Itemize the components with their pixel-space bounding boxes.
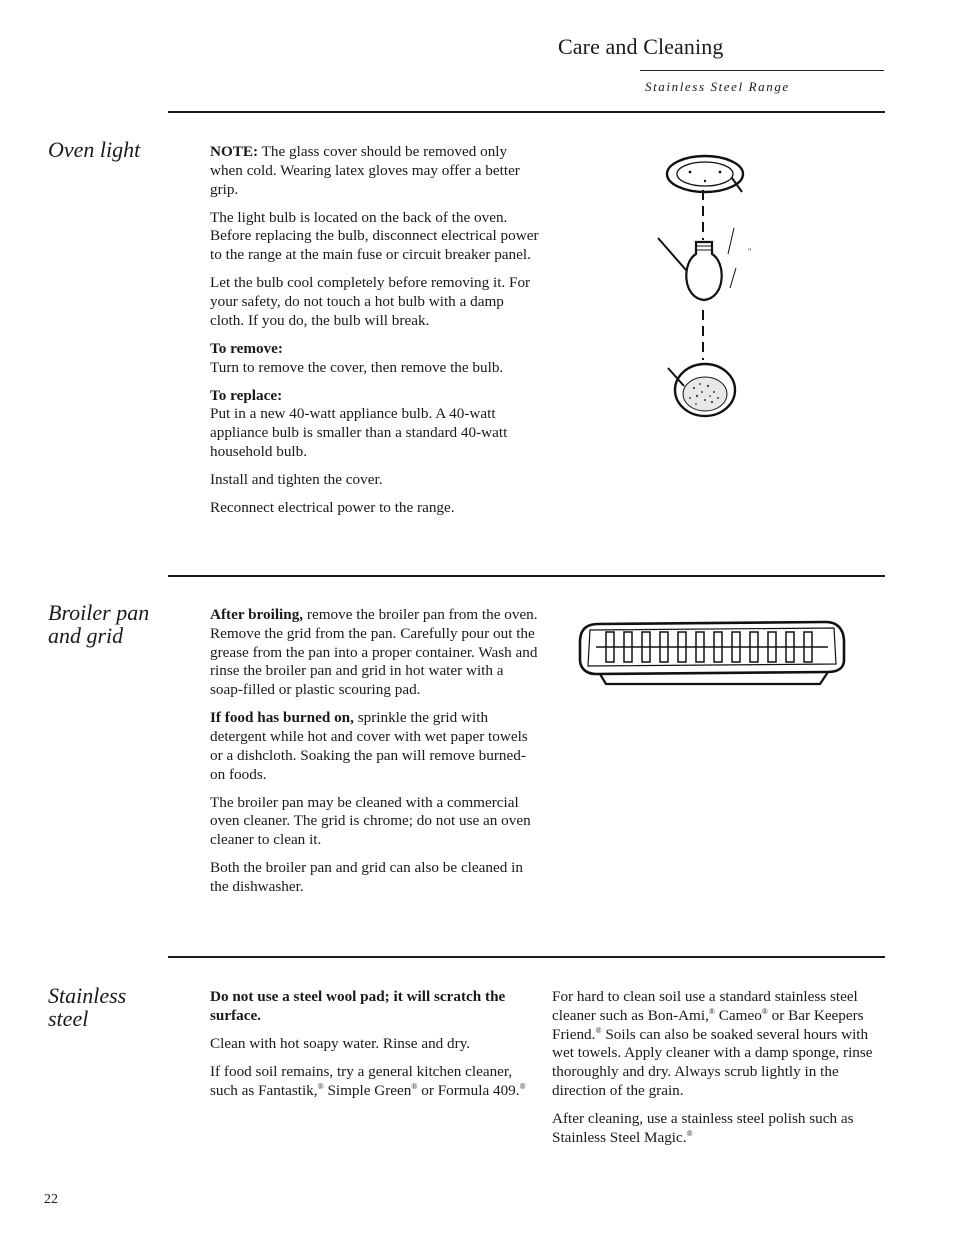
steel-wool-warning [210, 988, 530, 1026]
section-divider-stainless [168, 956, 885, 958]
section-divider-oven-light [168, 111, 885, 113]
registered-mark: ® [686, 1128, 693, 1138]
registered-mark: ® [708, 1006, 715, 1016]
bulb-cool-paragraph: Let the bulb cool completely before removing it. For your safety, do not touch a hot bulb with a damp cloth. If you do, the bulb will break. [210, 274, 531, 329]
registered-mark: ® [519, 1081, 526, 1091]
socket-base-icon [668, 364, 735, 416]
header-divider [640, 70, 884, 71]
broiler-text [210, 606, 540, 906]
hard-soil-paragraph [552, 988, 877, 1101]
broiler-paragraph-4: Both the broiler pan and grid can also be cleaned in the dishwasher. [210, 859, 523, 895]
broiler-paragraph-1 [210, 606, 540, 700]
broiler-paragraph-2-text: sprinkle the grid with detergent while hot and cover with wet paper towels or a dishcloth. Soaking the pan will remove burned-on foods. [210, 709, 528, 783]
note-paragraph [210, 143, 540, 199]
section-title-oven-light: Oven light [48, 137, 141, 162]
hard-soil-text-c: or Bar Keepers Friend. [552, 1006, 864, 1043]
broiler-paragraph-3: The broiler pan may be cleaned with a commercial oven cleaner. The grid is chrome; do not use an oven cleaner to clean it. [210, 793, 531, 849]
page-number: 22 [44, 1192, 58, 1207]
remove-text: Turn to remove the cover, then remove the bulb. [210, 358, 504, 376]
diagram-mark: " [748, 247, 752, 256]
food-soil-text-c: or Formula 409. [417, 1081, 520, 1099]
note-text: The glass cover should be removed only when cold. Wearing latex gloves may offer a better grip. [210, 143, 520, 198]
hard-soil-text-a: For hard to clean soil use a standard stainless steel cleaner such as Bon-Ami, [552, 988, 858, 1024]
bulb-location-paragraph: The light bulb is located on the back of the oven. Before replacing the bulb, disconnect electrical power to the range at the main fuse or circuit breaker panel. [210, 208, 539, 264]
hard-soil-text-d: Soils can also be soaked several hours with wet towels. Apply cleaner with a damp sponge, rinse thoroughly and dry. Always scrub lightly in the direction of the grain. [552, 1025, 873, 1099]
install-paragraph: Install and tighten the cover. [210, 470, 383, 488]
hard-soil-text-b: Cameo [714, 1006, 762, 1024]
steel-wool-warning-text: Do not use a steel wool pad; it will scratch the surface. [210, 988, 506, 1024]
stainless-text-left [210, 988, 530, 1110]
registered-mark: ® [411, 1081, 418, 1091]
section-title-stainless: Stainless steel [48, 983, 127, 1031]
oven-light-text [210, 143, 540, 527]
page-subtitle: Stainless Steel Range [645, 79, 790, 94]
light-bulb-icon [658, 228, 736, 300]
polish-text: After cleaning, use a stainless steel polish such as Stainless Steel Magic. [552, 1109, 854, 1146]
broiler-pan-icon [580, 622, 844, 684]
broiler-paragraph-1-text: remove the broiler pan from the oven. Remove the grid from the pan. Carefully pour out the grease from the pan into a proper container. Wash and rinse the broiler pan and grid in hot water with a soap-filled or plastic scouring pad. [210, 606, 538, 699]
replace-text: Put in a new 40-watt appliance bulb. A 40-watt appliance bulb is smaller than a standard 40-watt household bulb. [210, 405, 508, 460]
after-broiling-label: After broiling, [210, 606, 304, 623]
section-divider-broiler [168, 575, 885, 577]
food-soil-text-b: Simple Green [323, 1081, 412, 1099]
replace-paragraph [210, 387, 540, 462]
broiler-paragraph-2 [210, 709, 540, 784]
reconnect-paragraph: Reconnect electrical power to the range. [210, 498, 455, 516]
remove-label: To remove: [210, 339, 283, 357]
burned-on-label: If food has burned on, [210, 709, 354, 727]
note-label: NOTE: [210, 143, 259, 160]
page-title: Care and Cleaning [558, 34, 724, 59]
food-soil-text-a: If food soil remains, try a general kitchen cleaner, such as Fantastik, [210, 1062, 513, 1099]
glass-cover-icon [667, 156, 743, 192]
food-soil-paragraph [210, 1063, 530, 1101]
registered-mark: ® [317, 1081, 324, 1091]
oven-light-diagram [650, 150, 780, 430]
section-title-broiler: Broiler pan and grid [48, 600, 150, 648]
polish-paragraph [552, 1110, 877, 1148]
stainless-text-right [552, 988, 877, 1157]
replace-label: To replace: [210, 386, 283, 404]
remove-paragraph [210, 340, 540, 378]
registered-mark: ® [761, 1006, 768, 1016]
broiler-pan-diagram [576, 616, 848, 688]
clean-paragraph: Clean with hot soapy water. Rinse and dry. [210, 1034, 471, 1052]
registered-mark: ® [595, 1025, 602, 1035]
